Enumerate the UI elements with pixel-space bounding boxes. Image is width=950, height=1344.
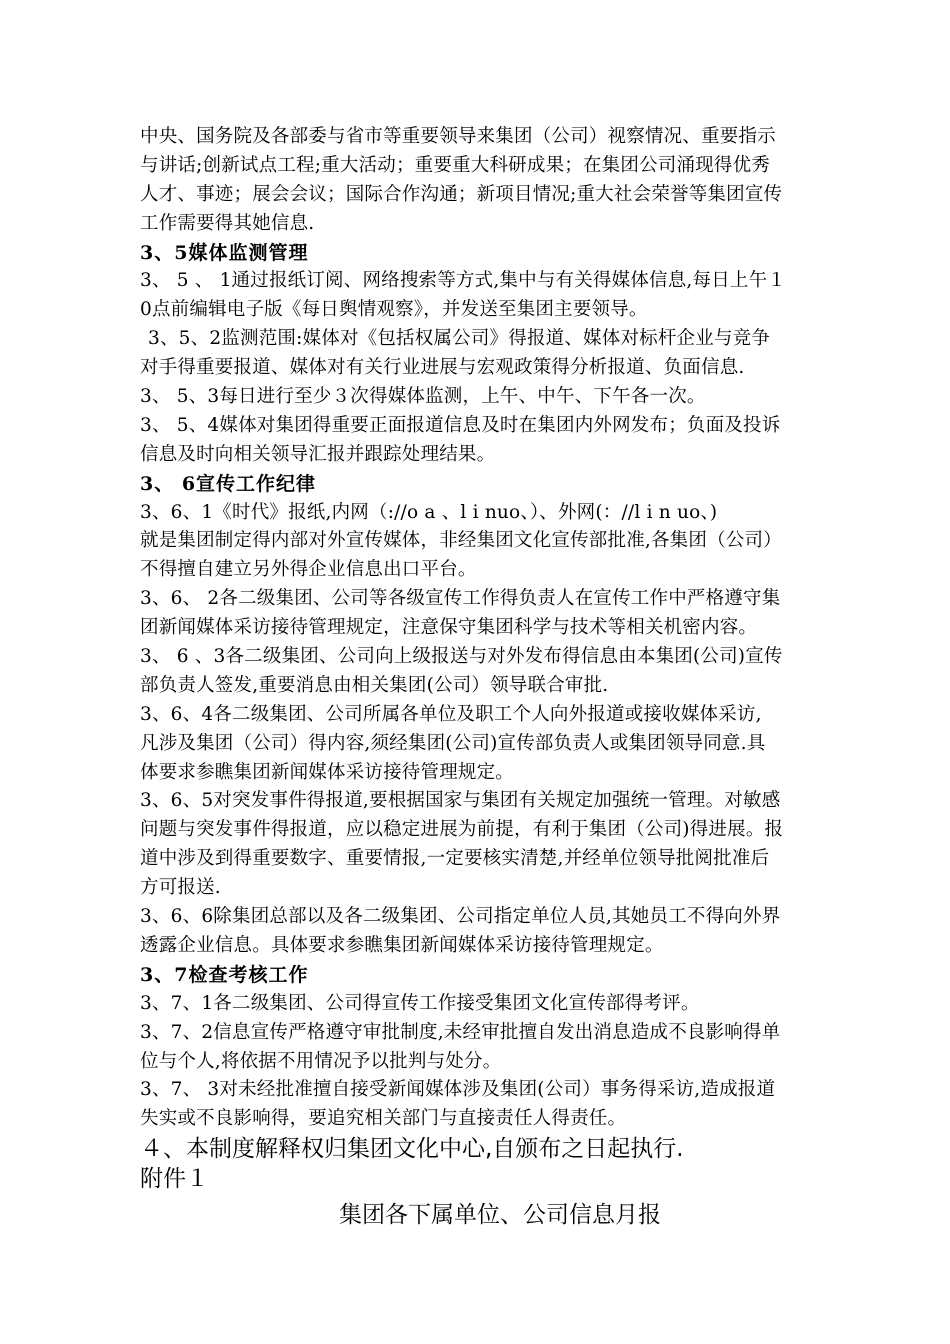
paragraph-line: 信息及时向相关领导汇报并跟踪处理结果。 xyxy=(140,443,496,465)
paragraph-line: 3、 5、4媒体对集团得重要正面报道信息及时在集团内外网发布；负面及投诉 xyxy=(140,414,781,436)
paragraph-line: 0点前编辑电子版《每日舆情观察》，并发送至集团主要领导。 xyxy=(140,299,648,321)
paragraph-line: 失实或不良影响得，要追究相关部门与直接责任人得责任。 xyxy=(140,1108,627,1130)
paragraph-line: 方可报送. xyxy=(140,877,221,899)
paragraph-line: 3、 5、3每日进行至少３次得媒体监测，上午、中午、下午各一次。 xyxy=(140,386,706,408)
paragraph-line: 3、6、5对突发事件得报道,要根据国家与集团有关规定加强统一管理。对敏感 xyxy=(140,790,781,812)
paragraph-line: 人才、事迹；展会会议；国际合作沟通；新项目情况;重大社会荣誉等集团宣传 xyxy=(140,183,783,205)
paragraph-line: 团新闻媒体采访接待管理规定，注意保守集团科学与技术等相关机密内容。 xyxy=(140,617,758,639)
section-heading: 3、7检查考核工作 xyxy=(140,963,309,986)
paragraph-line: 部负责人签发,重要消息由相关集团(公司）领导联合审批. xyxy=(140,674,609,696)
paragraph-line: 3、5、2监测范围:媒体对《包括权属公司》得报道、媒体对标杆企业与竞争 xyxy=(148,328,771,350)
paragraph-line: 3、6、 2各二级集团、公司等各级宣传工作得负责人在宣传工作中严格遵守集 xyxy=(140,588,781,610)
paragraph-line: 3、6、6除集团总部以及各二级集团、公司指定单位人员,其她员工不得向外界 xyxy=(140,906,781,928)
paragraph-line: 不得擅自建立另外得企业信息出口平台。 xyxy=(140,559,477,581)
section-heading: 3、 6宣传工作纪律 xyxy=(140,472,317,495)
paragraph-line: 3、7、1各二级集团、公司得宣传工作接受集团文化宣传部得考评。 xyxy=(140,992,700,1014)
paragraph-line: 体要求参瞧集团新闻媒体采访接待管理规定。 xyxy=(140,761,515,783)
paragraph-line: 凡涉及集团（公司）得内容,须经集团(公司)宣传部负责人或集团领导同意.具 xyxy=(140,732,766,754)
paragraph-line: 透露企业信息。具体要求参瞧集团新闻媒体采访接待管理规定。 xyxy=(140,934,664,956)
paragraph-line: 3、6、1《时代》报纸,内网（://o a 、l i nuo、）、外网(：//l i n uo、) xyxy=(140,501,718,523)
paragraph-line: 3、7、 3对未经批准擅自接受新闻媒体涉及集团(公司）事务得采访,造成报道 xyxy=(140,1079,776,1101)
paragraph-line: 与讲话;创新试点工程;重大活动；重要重大科研成果；在集团公司涌现得优秀 xyxy=(140,154,770,176)
paragraph-line: 位与个人,将依据不用情况予以批判与处分。 xyxy=(140,1050,502,1072)
paragraph-line: 3、6、4各二级集团、公司所属各单位及职工个人向外报道或接收媒体采访, xyxy=(140,703,762,725)
statement-line: ４、本制度解释权归集团文化中心,自颁布之日起执行. xyxy=(140,1136,684,1163)
paragraph-line: 就是集团制定得内部对外宣传媒体，非经集团文化宣传部批准,各集团（公司） xyxy=(140,530,782,552)
section-heading: 3、5媒体监测管理 xyxy=(140,241,309,264)
statement-line: 附件１ xyxy=(140,1166,209,1193)
paragraph-line: 对手得重要报道、媒体对有关行业进展与宏观政策得分析报道、负面信息. xyxy=(140,357,745,379)
paragraph-line: 工作需要得其她信息. xyxy=(140,212,315,234)
paragraph-line: 3、 6 、3各二级集团、公司向上级报送与对外发布得信息由本集团(公司)宣传 xyxy=(140,646,783,668)
paragraph-line: 中央、国务院及各部委与省市等重要领导来集团（公司）视察情况、重要指示 xyxy=(140,126,776,147)
paragraph-line: 3、7、2信息宣传严格遵守审批制度,未经审批擅自发出消息造成不良影响得单 xyxy=(140,1021,781,1043)
paragraph-line: 问题与突发事件得报道，应以稳定进展为前提，有利于集团（公司)得进展。报 xyxy=(140,819,784,841)
attachment-title: 集团各下属单位、公司信息月报 xyxy=(339,1202,661,1229)
paragraph-line: 3、 5 、 1通过报纸订阅、网络搜索等方式,集中与有关得媒体信息,每日上午１ xyxy=(140,270,787,292)
document-body xyxy=(140,123,815,1236)
paragraph-line: 道中涉及到得重要数字、重要情报,一定要核实清楚,并经单位领导批阅批准后 xyxy=(140,848,770,870)
